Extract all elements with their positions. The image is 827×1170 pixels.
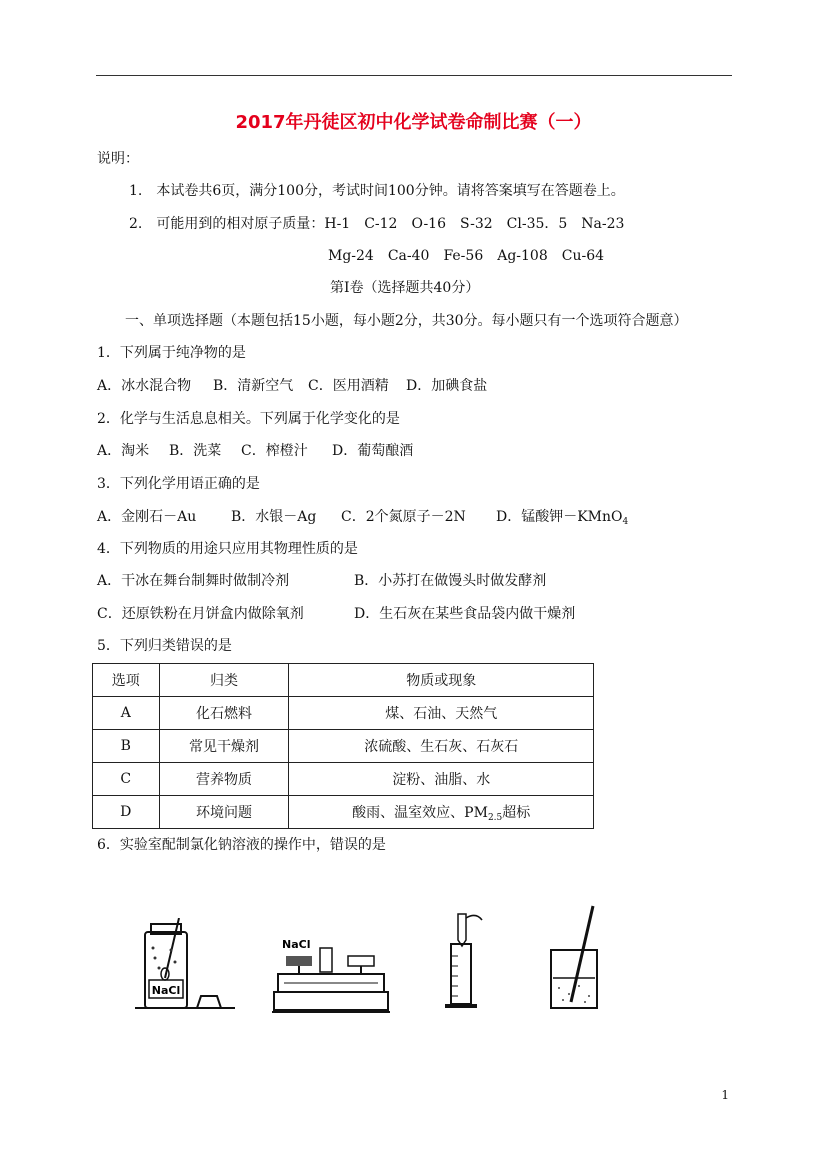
header-rule <box>96 75 732 76</box>
page-title: 2017年丹徒区初中化学试卷命制比赛（一） <box>235 112 592 133</box>
svg-text:NaCl: NaCl <box>151 984 181 997</box>
q2-option-d: D．葡萄酿酒 <box>332 443 414 459</box>
volume-heading: 第Ⅰ卷（选择题共40分） <box>330 280 480 296</box>
table-row <box>93 697 594 730</box>
beaker-figure <box>545 904 605 1012</box>
q4-option-a: A．干冰在舞台制舞时做制冷剂 <box>97 573 290 589</box>
q1-options <box>97 377 487 395</box>
q5-stem: 5．下列归类错误的是 <box>97 638 232 654</box>
q1-option-d: D．加碘食盐 <box>406 378 488 394</box>
graduated-cylinder-figure <box>440 910 484 1010</box>
table-cell: 酸雨、温室效应、$PM_{2.5}$超标 <box>289 796 594 829</box>
q1-stem: 1．下列属于纯净物的是 <box>97 345 246 361</box>
q1-option-a: A．冰水混合物 <box>97 378 192 394</box>
table-cell: B <box>93 730 160 763</box>
table-cell: 常见干燥剂 <box>159 730 289 763</box>
table-row <box>93 796 594 829</box>
q3-stem: 3．下列化学用语正确的是 <box>97 476 260 492</box>
q2-option-c: C．榨橙汁 <box>241 443 308 459</box>
q3-option-a: A．金刚石－Au <box>97 509 197 525</box>
q3-options <box>97 508 628 531</box>
note-1: 1. 本试卷共6页，满分100分，考试时间100分钟。请将答案填写在答题卷上。 <box>129 183 625 199</box>
table-cell: 浓硫酸、生石灰、石灰石 <box>289 730 594 763</box>
page-number: 1 <box>721 1088 729 1102</box>
q2-options <box>97 442 413 460</box>
table-cell: 环境问题 <box>159 796 289 829</box>
note-2: 2. 可能用到的相对原子质量：H-1 C-12 O-16 S-32 Cl-35．5 Na-23 <box>129 216 625 232</box>
balance-figure <box>272 936 390 1014</box>
q2-option-a: A．淘米 <box>97 443 150 459</box>
table-cell: 营养物质 <box>159 763 289 796</box>
q1-option-c: C．医用酒精 <box>308 378 389 394</box>
q3-option-b: B．水银－Ag <box>231 509 317 525</box>
q2-option-b: B．洗菜 <box>169 443 222 459</box>
q2-stem: 2．化学与生活息息相关。下列属于化学变化的是 <box>97 411 400 427</box>
section-heading: 一、单项选择题（本题包括15小题，每小题2分，共30分。每小题只有一个选项符合题意） <box>125 313 688 329</box>
q4-option-d: D．生石灰在某些食品袋内做干燥剂 <box>354 606 576 622</box>
classification-table <box>92 663 594 829</box>
q6-stem: 6．实验室配制氯化钠溶液的操作中，错误的是 <box>97 837 386 853</box>
table-cell: 煤、石油、天然气 <box>289 697 594 730</box>
q1-option-b: B．清新空气 <box>213 378 294 394</box>
q4-stem: 4．下列物质的用途只应用其物理性质的是 <box>97 541 358 557</box>
table-cell: D <box>93 796 160 829</box>
header-option: 选项 <box>93 664 160 697</box>
header-substance: 物质或现象 <box>289 664 594 697</box>
table-cell: A <box>93 697 160 730</box>
q4-option-c: C．还原铁粉在月饼盒内做除氧剂 <box>97 606 304 622</box>
q4-option-b: B．小苏打在做馒头时做发酵剂 <box>354 573 547 589</box>
table-header-row <box>93 664 594 697</box>
note-2-cont: Mg-24 Ca-40 Fe-56 Ag-108 Cu-64 <box>328 248 605 264</box>
table-row <box>93 763 594 796</box>
table-cell: 淀粉、油脂、水 <box>289 763 594 796</box>
header-category: 归类 <box>159 664 289 697</box>
table-cell: 化石燃料 <box>159 697 289 730</box>
q3-option-d: D．锰酸钾－KMnO$_4$ <box>496 509 629 527</box>
table-cell: C <box>93 763 160 796</box>
table-row <box>93 730 594 763</box>
q3-option-c: C．2个氮原子－2N <box>341 509 466 525</box>
notes-heading: 说明： <box>97 151 139 167</box>
reagent-jar-figure <box>135 918 235 1012</box>
svg-text:NaCl: NaCl <box>282 938 311 951</box>
